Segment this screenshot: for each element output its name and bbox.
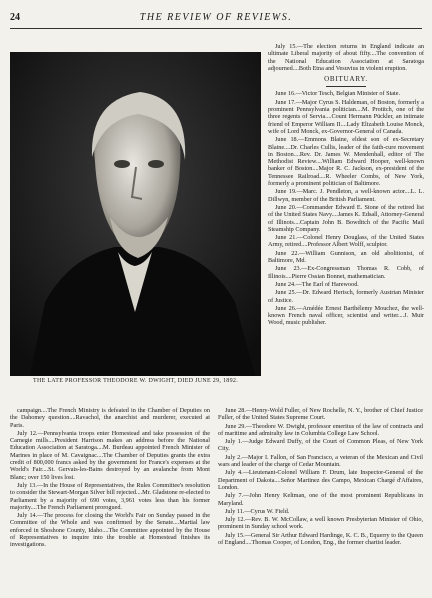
obituary-entry: June 19.—Marc. J. Pendleton, a well-known actor....L. L. Dillwyn, member of the British Parliament.: [268, 188, 424, 203]
obituary-entry: June 29.—Theodore W. Dwight, professor emeritus of the law of contracts and of maritime and admiralty law in Columbia College Law School.: [218, 422, 423, 437]
obituary-entry: June 26.—Amédée Ernest Barthélemy Mouchez, the well-known French naval officer, scientist and writer....J. Muir Wood, music publisher.: [268, 304, 424, 327]
obituary-entry: July 4.—Lieutenant-Colonel William F. Drum, late Inspector-General of the Department of Dakota....Señor Martinez des Campo, Mexican Chargé d'Affaires, London.: [218, 469, 423, 491]
page-number: 24: [10, 12, 20, 23]
obituary-entry: June 28.—Henry-Wold Fuller, of New Rochelle, N. Y., brother of Chief Justice Fuller, of the United States Supreme Court.: [218, 407, 423, 422]
right-column: [268, 43, 424, 328]
obituary-entry: June 18.—Emmons Blaine, eldest son of ex-Secretary Blaine....Dr. Charles Cullis, leader of the faith-cure movement in Boston....Rev. Dr. James W. Mendenhall, editor of The Methodist Review....William Edward Hooper, well-known banker of Boston....Major R. C. Jackson, ex-president of the Tennessee Railroad....R. Wheeler Combs, of New York, formerly a prominent politician of Baltimore.: [268, 136, 424, 188]
portrait-caption: THE LATE PROFESSOR THEODORE W. DWIGHT, DIED JUNE 29, 1892.: [32, 378, 238, 384]
header-rule: [10, 28, 422, 29]
obituary-entry: July 15.—General Sir Arthur Edward Hardinge, K. C. B., Equerry to the Queen of England....Thomas Cooper, of London, Eng., the former chartist leader.: [218, 531, 423, 547]
obituary-heading: OBITUARY.: [324, 75, 368, 84]
obituary-entry: July 1.—Judge Edward Duffy, of the Court of Common Pleas, of New York City.: [218, 438, 423, 453]
obituary-entry: June 16.—Victor Tesch, Belgian Minister of State.: [275, 90, 401, 98]
chronicle-paragraph: July 14.—The process for closing the World's Fair on Sunday passed in the Committee of the Whole and was confirmed by the Senate....Martial law enforced in Shoshone County, Idaho....The Committee appointed by the House of Representatives to inquire into the trouble at Homestead finishes its investigations.: [10, 512, 210, 549]
obituary-entry: June 23.—Ex-Congressman Thomas R. Cobb, of Illinois....Pierre Ossian Bonnet, mathematician.: [268, 265, 424, 280]
obituary-entry: June 24.—The Earl of Harewood.: [275, 280, 359, 288]
obituary-rule: [326, 86, 366, 87]
portrait-engraving: [10, 52, 261, 376]
chronicle-paragraph: campaign....The French Ministry is defeated in the Chamber of Deputies on the Dahomey question....Ravachol, the anarchist and murderer, executed at Paris.: [10, 407, 210, 429]
obituary-entry: July 7.—John Henry Keltman, one of the most prominent Republicans in Maryland.: [218, 492, 423, 507]
obituary-entry: June 20.—Commander Edward E. Stone of the retired list of the United States Navy....James K. Edsall, Attorney-General of Illinois....Captain John B. Bowditch of the Pacific Mail Steamship Company.: [268, 203, 424, 233]
chronicle-paragraph: July 15.—The election returns in England indicate an ultimate Liberal majority of about fifty....The convention of the National Education Association at Saratoga adjourned....Both Etna and Vesuvius in violent eruption.: [268, 43, 424, 72]
bottom-right-column: [218, 407, 423, 547]
chronicle-paragraph: July 13.—In the House of Representatives, the Rules Committee's resolution to consider the Stewart-Morgan Silver bill rejected....Mr. Gladstone re-elected to Parliament by a majority of 690 votes, 3,961 votes less than his former majority....The French Parliament prorogued.: [10, 481, 210, 511]
obituary-entry: July 2.—Major I. Fallon, of San Francisco, a veteran of the Mexican and Civil wars and leader of the charge of Cedar Mountain.: [218, 453, 423, 469]
page-header: [10, 12, 422, 26]
obituary-entry: June 22.—William Gunnison, an old abolitionist, of Baltimore, Md.: [268, 249, 424, 265]
obituary-entry: June 17.—Major Cyrus S. Haldeman, of Boston, formerly a prominent Pennsylvania politician....M. Protitch, one of the three regents of Servia....Count Hermann Pückler, an intimate friend of Emperor William II....Lady Elizabeth Louise Monck, wife of Lord Monck, ex-Governor-General of Canada.: [268, 98, 424, 135]
obituary-entry: June 25.—Dr. Edward Herisch, formerly Austrian Minister of Justice.: [268, 289, 424, 304]
obituary-entry: July 12.—Rev. B. W. McCollaw, a well known Presbyterian Minister of Ohio, prominent in Sunday school work.: [218, 516, 423, 531]
bottom-left-column: [10, 407, 210, 550]
magazine-title: THE REVIEW OF REVIEWS.: [139, 12, 293, 23]
chronicle-paragraph: July 12.—Pennsylvania troops enter Homestead and take possession of the Carnegie mills....President Harrison makes an address before the National Education Association at Saratoga....M. Burdeau appointed French Minister of Marines in place of M. Cavaignac....The Chamber of Deputies grants the extra credit of 800,000 francs asked by the government for France's expenses at the World's Fair....St. Gervais-les-Bains destroyed by an avalanche from Mont Blanc; over 150 lives lost.: [10, 429, 210, 481]
obituary-entry: July 11.—Cyrus W. Field.: [225, 507, 290, 515]
obituary-entry: June 21.—Colonel Henry Douglass, of the United States Army, retired....Professor Albert Wolff, sculptor.: [268, 234, 424, 249]
